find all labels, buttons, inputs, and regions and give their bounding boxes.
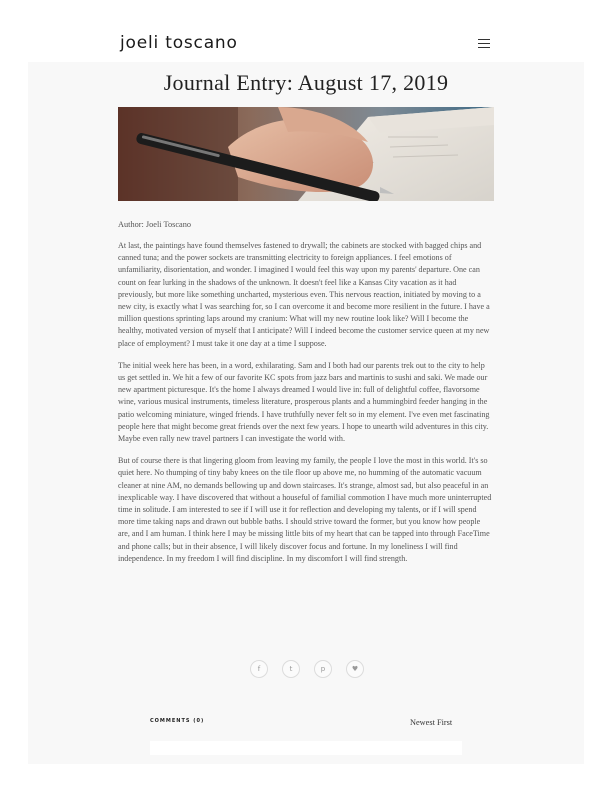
hero-image [118, 107, 494, 201]
site-header [0, 0, 612, 62]
facebook-icon[interactable]: f [250, 660, 268, 678]
page-title: Journal Entry: August 17, 2019 [163, 70, 449, 95]
post-paragraph: The initial week here has been, in a word, exhilarating. Sam and I both had our parents trek out to the city to help us get settled in. We hit a few of our favorite KC spots from jazz bars and martinis to sushi and saki. We made our new apartment picturesque. It's the home I always dreamed I would live in: full of delightful coffee, flavorsome wine, various musical instruments, timeless literature, prosperous plants and a hummingbird feeder hanging in the patio welcoming miniature, winged friends. I have truthfully never felt so in my element. I've even met fascinating people here that might become great friends over the next few years. I hope to unearth wild adventures in this city. Maybe even rally new travel partners I can investigate the world with. [118, 360, 490, 444]
hero-image-illustration [118, 107, 494, 201]
post-paragraph: But of course there is that lingering gloom from leaving my family, the people I love the most in this world. It's so quiet here. No thumping of tiny baby knees on the tile floor up above me, no humming of the automatic vacuum cleaner at nine AM, no demands bellowing up and down staircases. It's strange, almost sad, but also peaceful in an inexplicable way. I have discovered that without a houseful of familial commotion I have much more uninterrupted time in solitude. I am interested to see if I will use it for reflection and developing my talents, or if I will spend more time taking naps and drawn out bubble baths. I should strive toward the former, but you know how people are, and I am human. I think here I may be missing little bits of my heart that can be tapped into through FaceTime and phone calls; but in their absence, I will likely discover focus and fortune. In my loneliness I will find independence. In my freedom I will find discipline. In my discomfort I will find strength. [118, 456, 492, 563]
post-author: Author: Joeli Toscano [118, 220, 192, 229]
twitter-icon[interactable]: t [282, 660, 300, 678]
pinterest-icon[interactable]: p [314, 660, 332, 678]
share-bar [250, 660, 365, 680]
comment-input[interactable] [150, 741, 462, 755]
heart-icon[interactable]: ♥ [346, 660, 364, 678]
comments-count[interactable]: COMMENTS (0) [150, 718, 205, 724]
post-body [118, 240, 494, 575]
menu-icon[interactable] [478, 39, 490, 49]
comments-sort-dropdown[interactable]: Newest First [410, 718, 453, 727]
post-paragraph: At last, the paintings have found themselves fastened to drywall; the cabinets are stocked with bagged chips and canned tuna; and the power sockets are transmitting electricity to foreign appliances. I feel emotions of unfamiliarity, disorientation, and wonder. I imagined I would feel this way upon my parents' departure. One can count on fear lurking in the shadows of the unknown. It doesn't feel like a Kansas City vacation as it had previously, but more like something uncharted, mysterious even. This nervous reaction, initiated by moving to a new city, is exactly what I was searching for, so I can overcome it and become more resilient in the future. I have a million questions sprinting laps around my cranium: What will my new routine look like? Will I become the healthy, motivated version of myself that I anticipate? Will I indeed become the customer service queen at my new place of employment? I must take it one day at a time I suppose. [118, 241, 490, 348]
site-title[interactable]: joeli toscano [120, 33, 238, 53]
